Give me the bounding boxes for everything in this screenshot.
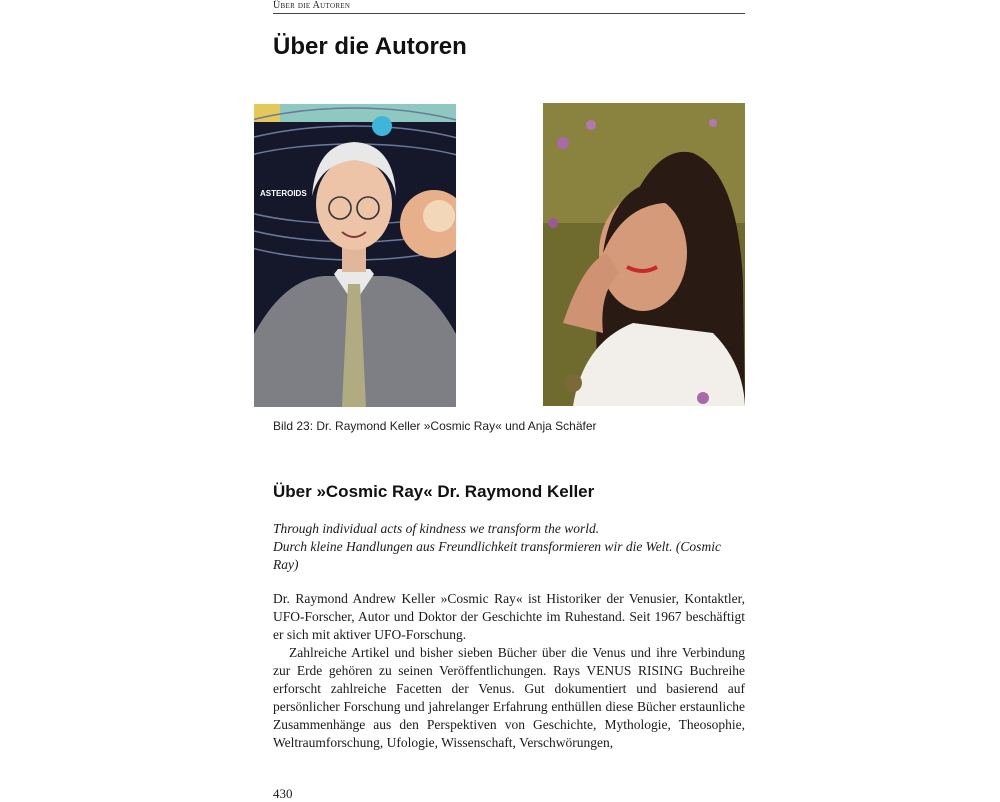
body-text [273, 590, 745, 752]
running-head: Über die Autoren [273, 0, 745, 14]
poster-label: ASTEROIDS [260, 189, 307, 198]
photo-anja-schaefer [543, 103, 745, 406]
section-title: Über »Cosmic Ray« Dr. Raymond Keller [273, 482, 595, 501]
page-number: 430 [273, 786, 293, 801]
quote-german: Durch kleine Handlungen aus Freundlichkeit transformieren wir die Welt. (Cosmic Ray) [273, 539, 721, 572]
page-title: Über die Autoren [273, 33, 467, 60]
epigraph-quote [273, 520, 745, 574]
quote-english: Through individual acts of kindness we transform the world. [273, 521, 600, 536]
photo-raymond-keller-image [254, 104, 456, 407]
photo-raymond-keller [254, 104, 456, 407]
photo-anja-schaefer-image [543, 103, 745, 406]
paragraph-1: Dr. Raymond Andrew Keller »Cosmic Ray« ist Historiker der Venusier, Kontaktler, UFO-Forscher, Autor und Doktor der Geschichte im Ruhestand. Seit 1967 beschäftigt er sich mit aktiver UFO-Forschung. [273, 591, 745, 642]
paragraph-2: Zahlreiche Artikel und bisher sieben Bücher über die Venus und ihre Verbindung zur Erde gehören zu seinen Veröffentlichungen. Rays VENUS RISING Buchreihe erforscht zahlreiche Facetten der Venus. Gut dokumentiert und basierend auf persönlicher Forschung und jahrelanger Erfahrung enthüllen diese Bücher erstaunliche Zusammenhänge aus den Perspektiven von Geschichte, Mythologie, Theosophie, Weltraumforschung, Ufologie, Wissenschaft, Verschwörungen, [273, 645, 745, 750]
figure-caption: Bild 23: Dr. Raymond Keller »Cosmic Ray« und Anja Schäfer [273, 419, 597, 433]
